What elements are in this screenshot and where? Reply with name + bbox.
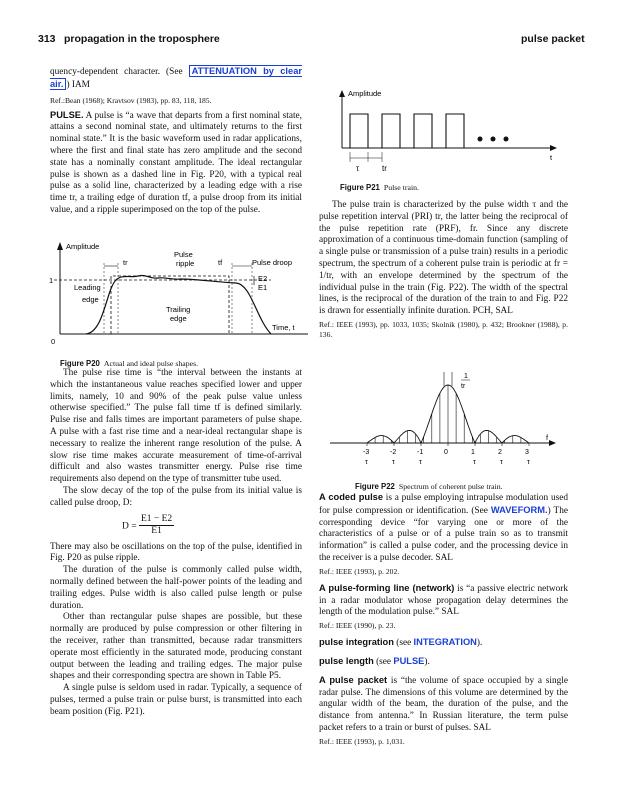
spectrum-diagram [330,368,560,468]
eq-lhs: D = [122,521,137,532]
tick-tau-label: τ [365,459,368,466]
figure-p22 [330,368,560,468]
coded-text-2: ) The corresponding device “for varying one or more of the characteristics of a pulse or of a pulse train so as to transmit information” is called a pulse coder, and the processing device in the receiver is a pulse decoder. SAL [319,505,568,563]
tick-tau-label: τ [419,459,422,466]
other-shapes-paragraph: Other than rectangular pulse shapes are possible, but these normally are produced by pulse compression or other filtering in the receiver, rather than transmitted, because radar transmitters operate most efficiently in the saturated mode, producing constant output between the leading and trailing edges. The major pulse shapes and their corresponding spectra are shown in Table P5. [50,612,302,682]
reference: Ref.: IEEE (1993), p. 202. [319,566,400,576]
fig20-caption-text: Actual and ideal pulse shapes. [103,359,199,368]
pulse-forming-paragraph [319,583,568,619]
term-pulse-length: pulse length [319,655,374,666]
zero-label: 0 [51,337,56,346]
tick-tau-label: τ [500,459,503,466]
pulse-text: A pulse is “a wave that departs from a first nominal state, attains a second nominal state, and ultimately returns to the first nominal state.” It is the basic waveform used in radar applications, where the first and final state has zero amplitude and the second state has a nominally constant amplitude. The ideal rectangular pulse is shown as a dashed line in Fig. P20, with a typical real pulse as a solid line, characterized by a leading edge with a rise time tr, a trailing edge of duration tf, a pulse droop from its initial value, and a ripple superimposed on the top of the pulse. [50,110,302,215]
pulse-label: Pulse [174,250,193,259]
rise-time-paragraph: The pulse rise time is “the interval between the instants at which the instantaneous value reaches specified lower and upper limits, namely, 10 and 90% of the peak pulse value unless otherwise specified.” The pulse fall time tf is defined similarly. Pulse rise and falls times are important parameters of pulse shape. A pulse with a fast rise time and a near-ideal rectangular shape is necessary to realize the inherent range resolution of the pulse. A slow rise time makes accurate measurement of time-of-arrival difficult and also wastes transmitter energy. Pulse rise time requirements also depend on the type of transmitter tube used. [50,368,302,485]
tick-tau-label: τ [527,459,530,466]
eq-denominator: E1 [151,526,162,537]
tick-label: -1 [417,449,424,456]
fig22-caption-text: Spectrum of coherent pulse train. [398,482,503,491]
tick-tau-label: τ [392,459,395,466]
fr-numerator: 1 [464,373,468,380]
see-text: (see [373,656,394,667]
fig22-label: Figure P22 [355,482,395,491]
reference: Ref.: IEEE (1990), p. 23. [319,621,396,631]
integration-link[interactable]: INTEGRATION [413,637,477,648]
pulse-train-diagram [336,88,564,176]
see-end: ). [424,656,430,667]
forming-text: is “a passive electric network in a radar modulator whose propagation delay determines the length of the modulation pulse.” SAL [319,583,568,618]
tr-label: tr [123,258,128,267]
fig20-label: Figure P20 [60,359,100,368]
amplitude-label: Amplitude [66,242,100,251]
left-column-top [50,66,302,217]
e1-label: E1 [258,283,268,292]
tf-label: tf [218,258,223,267]
section-title: propagation in the troposphere [64,33,220,45]
trailing-edge-label: edge [170,314,187,323]
tick-label: 3 [525,449,529,456]
page-number: 313 [38,33,56,45]
figure-p21 [336,88,564,176]
width-paragraph: The duration of the pulse is commonly called pulse width, normally defined between the half-power points of the leading and trailing edges. Pulse width is also called pulse length or pulse duration. [50,565,302,611]
continued-end: ) IAM [66,79,90,90]
droop-label: Pulse droop [252,258,293,267]
leading-edge-label: edge [82,295,99,304]
leading-label: Leading [74,283,101,292]
time-axis-label: Time, t [272,323,295,332]
tick-label: 2 [498,449,502,456]
reference: Ref.: IEEE (1993), pp. 1033, 1035; Skolnik (1980), p. 432; Brookner (1988), p. 136. [319,319,568,339]
p22-f-label: f [546,433,549,442]
tick-label: -3 [363,449,370,456]
ripple-label: ripple [176,259,195,268]
continued-text: quency-dependent character. (See [50,67,189,77]
coded-pulse-paragraph [319,492,568,565]
term-pulse: PULSE. [50,109,84,120]
p21-tr-label: tr [382,164,387,173]
term-pulse-packet: A pulse packet [319,674,388,685]
pulse-integration-entry [319,637,568,650]
left-column-bottom [50,368,302,719]
p21-time-label: t [550,153,553,162]
pulse-train-paragraph: The pulse train is characterized by the pulse width τ and the pulse repetition interval (PRI) tr, the latter being the reciprocal of the pulse repetition rate (PRF), fr. Since any discrete approximation of a continuous time-domain function (sampling of a single pulse or transmission of a pulse train) results in a periodic spectrum, the spectrum of a coherent pulse train is periodic at fr = 1/tr, with an envelope determined by the spectrum of the individual pulse in the train (Fig. P22). The width of the spectral lines, is the reciprocal of the duration of the train to and Fig. P22 is drawn for essentially infinite duration. PCH, SAL [319,200,568,317]
tick-label: 0 [444,449,448,456]
see-end: ). [476,638,483,649]
right-column-bottom [319,492,568,747]
term-pulse-integration: pulse integration [319,637,394,648]
droop-paragraph: The slow decay of the top of the pulse from its initial value is called pulse droop, D: [50,485,302,508]
attenuation-link[interactable]: ATTENUATION by clear air. [50,66,302,89]
fig21-label: Figure P21 [340,183,380,192]
coded-text: is a pulse employing intrapulse modulation used for pulse compression or identification. (See [319,493,568,516]
tick-tau-label: τ [473,459,476,466]
one-label: 1 [49,276,54,285]
see-text: (see [393,638,414,649]
figure-p20 [46,238,308,348]
single-pulse-paragraph: A single pulse is seldom used in radar. Typically, a sequence of pulses, termed a pulse train or pulse burst, is transmitted into each beam position (Fig. P21). [50,683,302,717]
reference: Ref.:Bean (1968); Kravtsov (1983), pp. 83, 118, 185. [50,95,212,105]
pulse-shape-diagram [46,238,308,348]
pulse-link[interactable]: PULSE [393,655,425,666]
pulse-packet-paragraph [319,675,568,735]
term-coded-pulse: A coded pulse [319,492,384,502]
pulse-length-entry [319,656,568,669]
running-head: pulse packet [521,33,585,45]
fig21-caption-text: Pulse train. [383,183,419,192]
tick-label: -2 [390,449,397,456]
ripple-paragraph: There may also be oscillations on the top of the pulse, identified in Fig. P20 as pulse ripple. [50,541,302,564]
tick-label: 1 [471,449,475,456]
continued-paragraph [50,66,302,92]
waveform-link[interactable]: WAVEFORM. [490,504,548,515]
term-pulse-forming: A pulse-forming line (network) [319,582,455,593]
droop-equation [50,510,302,542]
e2-label: E2 [258,274,268,283]
figure-p21-caption [340,177,419,195]
p21-tau-label: τ [356,164,360,173]
pulse-definition [50,110,302,217]
p21-amplitude-label: Amplitude [348,89,382,98]
right-column-top [319,200,568,340]
reference: Ref.: IEEE (1993), p. 1,031. [319,736,405,746]
fr-denominator: tr [461,383,466,390]
packet-text: is “the volume of space occupied by a single radar pulse. The dimensions of this volume are determined by the angular width of the beam, the duration of the pulse, and the distance from antenna.” In Russian literature, the term pulse packet refers to a train or burst of pulses. SAL [319,675,568,733]
trailing-label: Trailing [166,305,191,314]
eq-numerator: E1 − E2 [139,514,174,527]
